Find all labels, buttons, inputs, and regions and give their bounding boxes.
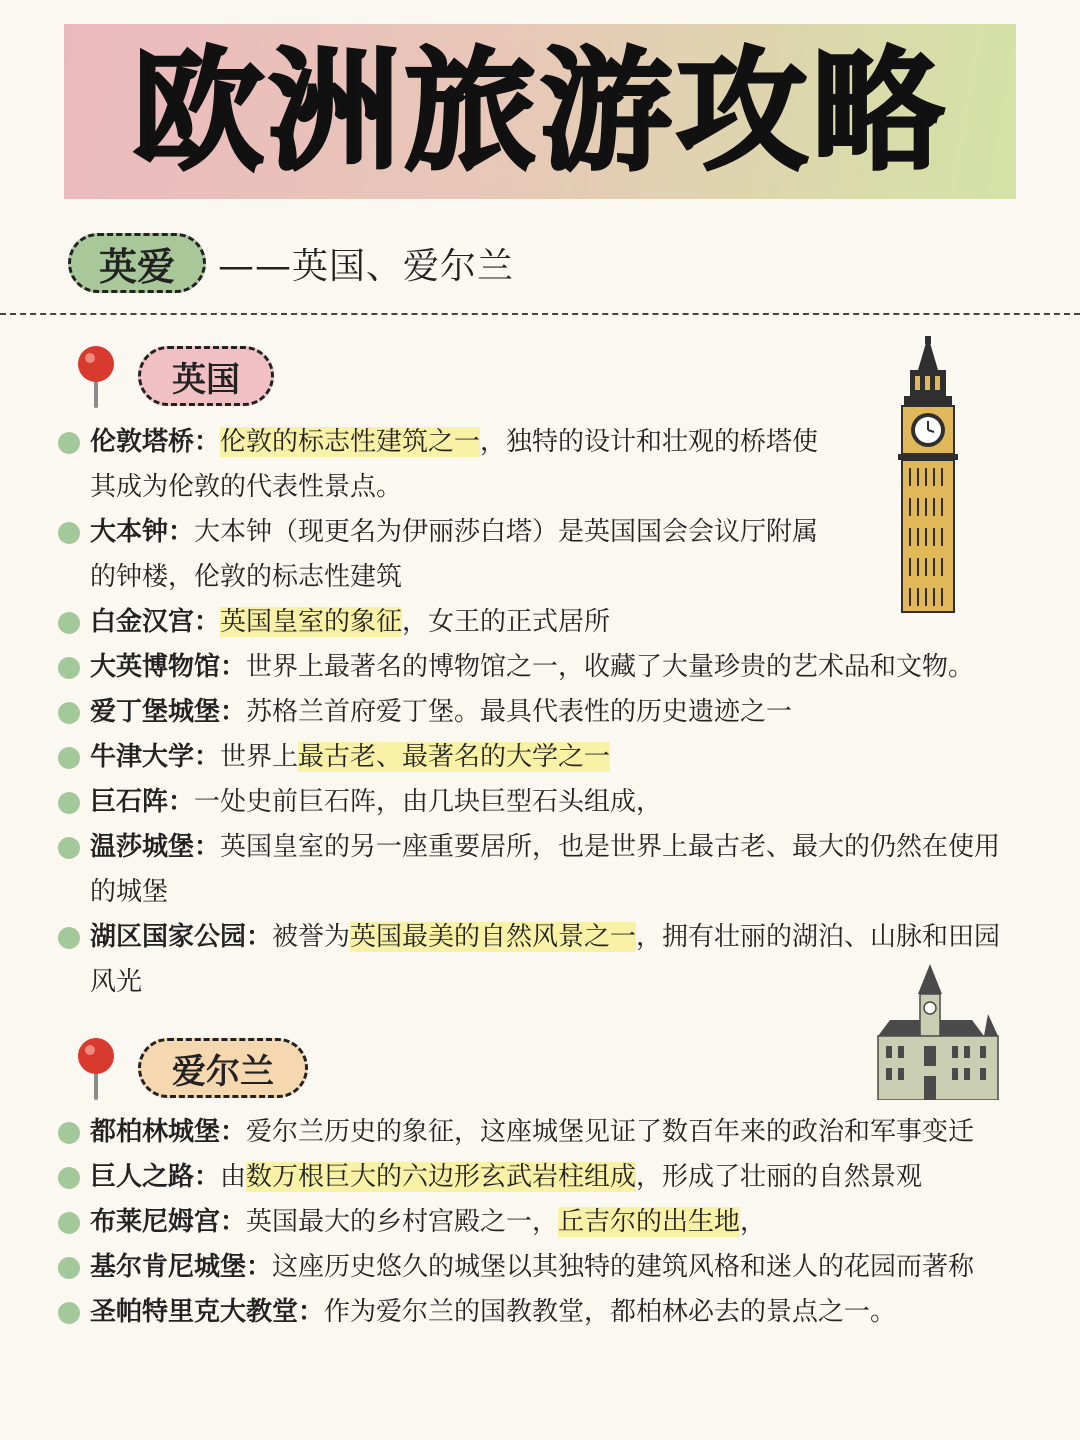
ireland-attraction-list: [58, 1110, 1018, 1335]
list-item: [58, 735, 1018, 780]
item-description: ，独特的设计和壮观的桥塔使其成为伦敦的代表性景点。: [90, 427, 819, 502]
item-name: 湖区国家公园：: [90, 922, 273, 952]
section-header-ireland: [74, 1036, 308, 1100]
item-prefix: 世界上: [220, 742, 299, 772]
item-text: [90, 780, 1018, 825]
item-highlight: 丘吉尔的出生地: [558, 1207, 741, 1237]
item-text: [90, 690, 1018, 735]
item-name: 都柏林城堡：: [90, 1117, 247, 1147]
item-description: 大本钟（现更名为伊丽莎白塔）是英国国会会议厅附属的钟楼，伦敦的标志性建筑: [90, 517, 819, 592]
list-item: [58, 1155, 1018, 1200]
item-name: 大本钟：: [90, 517, 195, 547]
item-text: [90, 1200, 1018, 1245]
item-description: 一处史前巨石阵，由几块巨型石头组成，: [194, 787, 663, 817]
item-text: [90, 1155, 1018, 1200]
section-tag-ireland: 爱尔兰: [138, 1038, 308, 1098]
region-header: [68, 232, 514, 294]
list-item: [58, 825, 1018, 915]
list-item: [58, 1200, 1018, 1245]
dashed-divider: [0, 313, 1080, 315]
list-item: [58, 420, 1018, 510]
item-prefix: 被誉为: [272, 922, 351, 952]
item-highlight: 英国皇室的象征: [220, 607, 403, 637]
list-item: [58, 510, 1018, 600]
list-item: [58, 915, 1018, 1005]
region-tag: 英爱: [68, 233, 206, 293]
bullet-dot: [58, 792, 80, 814]
item-text: [90, 825, 1018, 915]
item-description: ，女王的正式居所: [402, 607, 611, 637]
item-description: 世界上最著名的博物馆之一，收藏了大量珍贵的艺术品和文物。: [246, 652, 975, 682]
item-description: 英国皇室的另一座重要居所，也是世界上最古老、最大的仍然在使用的城堡: [90, 832, 1001, 907]
bullet-dot: [58, 1122, 80, 1144]
item-description: ，形成了壮丽的自然景观: [636, 1162, 923, 1192]
item-name: 白金汉宫：: [90, 607, 221, 637]
bullet-dot: [58, 1212, 80, 1234]
castle-illustration: [876, 964, 1000, 1100]
item-text: [90, 735, 1018, 780]
list-item: [58, 690, 1018, 735]
item-text: [90, 645, 1018, 690]
section-header-uk: [74, 344, 274, 408]
item-description: 苏格兰首府爱丁堡。最具代表性的历史遗迹之一: [246, 697, 793, 727]
bullet-dot: [58, 837, 80, 859]
bullet-dot: [58, 657, 80, 679]
item-text: [90, 1110, 1018, 1155]
section-tag-uk: 英国: [138, 346, 274, 406]
bullet-dot: [58, 702, 80, 724]
item-name: 巨石阵：: [90, 787, 195, 817]
item-description: 作为爱尔兰的国教教堂，都柏林必去的景点之一。: [324, 1297, 897, 1327]
list-item: [58, 1245, 1018, 1290]
item-text: [90, 510, 1018, 600]
map-pin-icon: [74, 1036, 118, 1100]
item-highlight: 伦敦的标志性建筑之一: [220, 427, 481, 457]
map-pin-icon: [74, 344, 118, 408]
bullet-dot: [58, 927, 80, 949]
bullet-dot: [58, 522, 80, 544]
item-name: 巨人之路：: [90, 1162, 221, 1192]
region-subtitle: ——英国、爱尔兰: [218, 245, 515, 287]
bullet-dot: [58, 1302, 80, 1324]
item-highlight: 数万根巨大的六边形玄武岩柱组成: [246, 1162, 637, 1192]
page-title: 欧洲旅游攻略: [132, 34, 948, 189]
item-name: 伦敦塔桥：: [90, 427, 221, 457]
item-name: 圣帕特里克大教堂：: [90, 1297, 325, 1327]
item-name: 布莱尼姆宫：: [90, 1207, 247, 1237]
list-item: [58, 645, 1018, 690]
bullet-dot: [58, 432, 80, 454]
item-description: ，: [740, 1207, 767, 1237]
item-prefix: 由: [220, 1162, 247, 1192]
item-text: [90, 1290, 1018, 1335]
item-highlight: 英国最美的自然风景之一: [350, 922, 637, 952]
item-description: ，拥有壮丽的湖泊、山脉和田园风光: [90, 922, 1001, 997]
item-text: [90, 1245, 1018, 1290]
item-name: 牛津大学：: [90, 742, 221, 772]
item-prefix: 英国最大的乡村宫殿之一，: [246, 1207, 559, 1237]
list-item: [58, 600, 1018, 645]
item-name: 大英博物馆：: [90, 652, 247, 682]
list-item: [58, 1110, 1018, 1155]
item-description: 这座历史悠久的城堡以其独特的建筑风格和迷人的花园而著称: [272, 1252, 975, 1282]
title-banner: [64, 24, 1016, 199]
item-text: [90, 420, 1018, 510]
bullet-dot: [58, 612, 80, 634]
item-highlight: 最古老、最著名的大学之一: [298, 742, 611, 772]
bullet-dot: [58, 747, 80, 769]
item-description: 爱尔兰历史的象征，这座城堡见证了数百年来的政治和军事变迁: [246, 1117, 975, 1147]
bullet-dot: [58, 1167, 80, 1189]
item-name: 温莎城堡：: [90, 832, 221, 862]
item-text: [90, 600, 1018, 645]
item-name: 基尔肯尼城堡：: [90, 1252, 273, 1282]
bullet-dot: [58, 1257, 80, 1279]
list-item: [58, 1290, 1018, 1335]
item-name: 爱丁堡城堡：: [90, 697, 247, 727]
list-item: [58, 780, 1018, 825]
uk-attraction-list: [58, 420, 1018, 1005]
